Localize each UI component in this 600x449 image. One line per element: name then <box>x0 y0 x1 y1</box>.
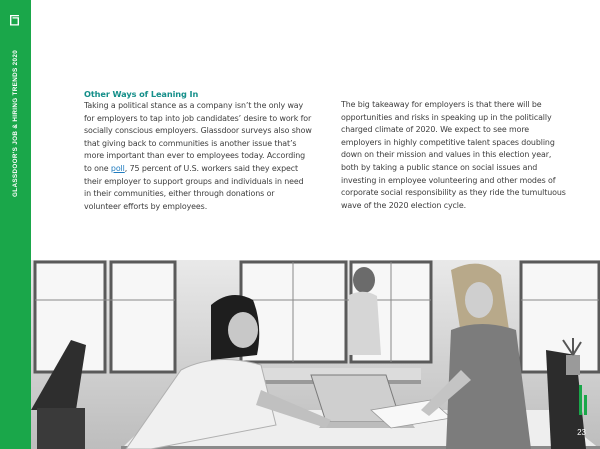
section-heading: Other Ways of Leaning In <box>84 89 199 99</box>
right-paragraph: The big takeaway for employers is that there will be opportunities and risks in speaking up in the politically charged climate of 2020. We expect to see more employers in highly competitive talent spaces doubling down on their mission and values in this election year, both by taking a public stance on social issues and investing in employee volunteering and other modes of corporate social responsibility as they ride the tumultuous wave of the 2020 election cycle. <box>341 100 566 210</box>
left-text-after-link: , 75 percent of U.S. workers said they expect their employer to support groups and individuals in need in their communities, either through donations or volunteer efforts by employees. <box>84 163 304 211</box>
left-text-before-link: Taking a political stance as a company isn’t the only way for employers to tap into job candidates’ desire to work for socially conscious employers. Glassdoor surveys also show that giving back to communities is another issue that’s more important than ever to employees today. According to one <box>84 101 312 173</box>
page-number: 23 <box>577 428 586 437</box>
poll-link[interactable]: poll <box>110 163 125 173</box>
sidebar-title: GLASSDOOR'S JOB & HIRING TRENDS 2020 <box>12 49 19 197</box>
left-paragraph <box>84 100 312 213</box>
left-column <box>84 89 312 213</box>
office-photo <box>31 260 600 449</box>
right-column <box>341 99 571 212</box>
sidebar <box>0 0 31 449</box>
